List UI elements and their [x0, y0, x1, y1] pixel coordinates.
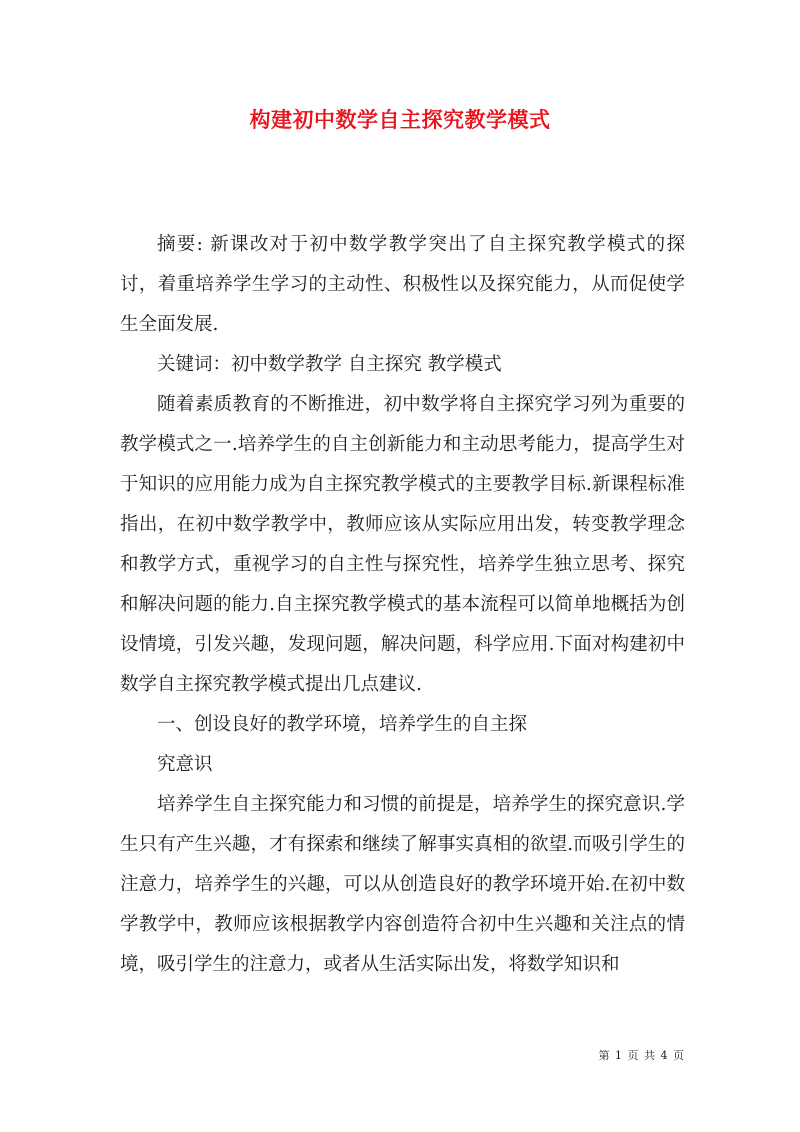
- section-1-paragraph: 培养学生自主探究能力和习惯的前提是，培养学生的探究意识.学生只有产生兴趣，才有探索和继续了解事实真相的欲望.而吸引学生的注意力，培养学生的兴趣，可以从创造良好的教学环境开始.在初中数学教学中，教师应该根据教学内容创造符合初中生兴趣和关注点的情境，吸引学生的注意力，或者从生活实际出发，将数学知识和: [120, 794, 685, 975]
- abstract-paragraph: 摘要: 新课改对于初中数学教学突出了自主探究教学模式的探讨，着重培养学生学习的主动性、积极性以及探究能力，从而促使学生全面发展.: [120, 234, 685, 335]
- intro-paragraph: 随着素质教育的不断推进，初中数学将自主探究学习列为重要的教学模式之一.培养学生的自主创新能力和主动思考能力，提高学生对于知识的应用能力成为自主探究教学模式的主要教学目标.新课程标准指出，在初中数学教学中，教师应该从实际应用出发，转变教学理念和教学方式，重视学习的自主性与探究性，培养学生独立思考、探究和解决问题的能力.自主探究教学模式的基本流程可以简单地概括为创设情境，引发兴趣，发现问题，解决问题，科学应用.下面对构建初中数学自主探究教学模式提出几点建议.: [120, 394, 685, 695]
- page-number-footer: 第 1 页 共 4 页: [598, 1049, 685, 1062]
- section-heading-1-continued: 究意识: [157, 754, 213, 775]
- keywords-paragraph: 关键词：初中数学教学 自主探究 教学模式: [157, 354, 502, 375]
- document-title: 构建初中数学自主探究教学模式: [249, 107, 551, 132]
- document-body: [120, 225, 685, 985]
- section-heading-1: 一、创设良好的教学环境，培养学生的自主探: [157, 714, 528, 735]
